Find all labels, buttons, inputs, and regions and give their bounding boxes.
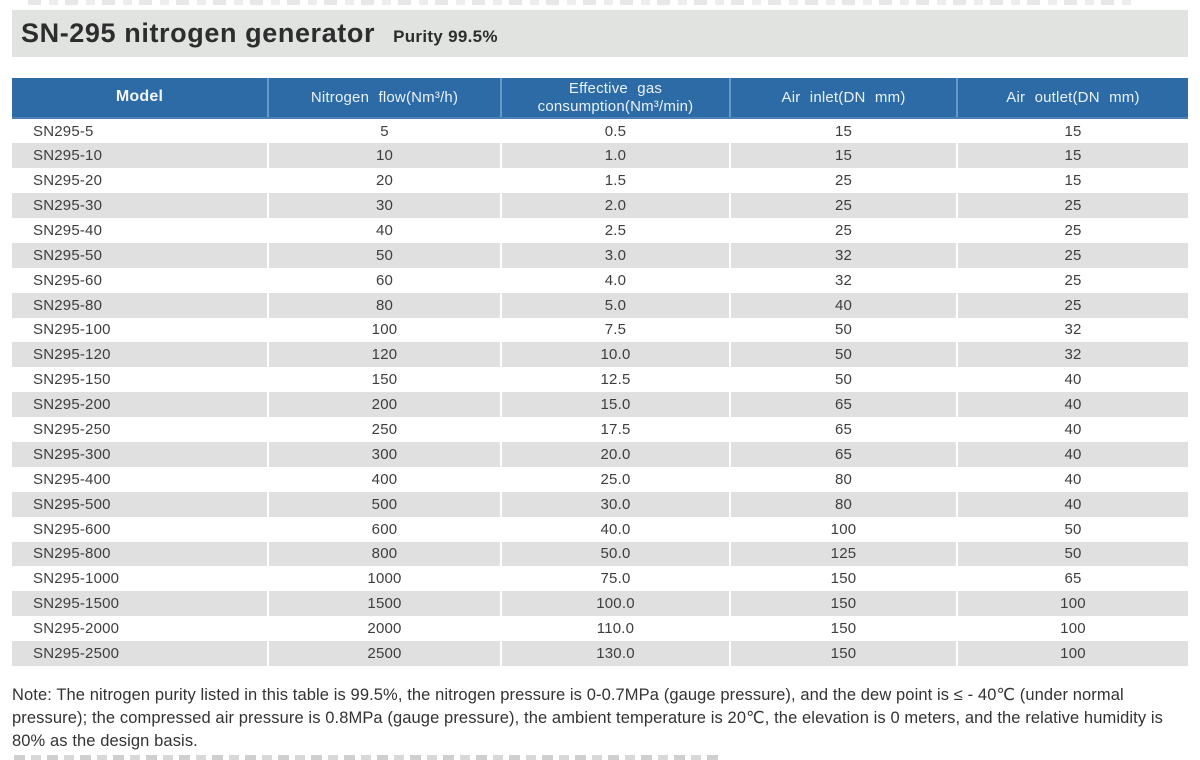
title-band <box>12 10 1188 57</box>
table-row <box>12 218 1188 243</box>
air-inlet-cell: 50 <box>730 342 957 367</box>
consumption-cell: 110.0 <box>501 616 730 641</box>
flow-cell: 400 <box>268 467 501 492</box>
model-cell: SN295-2500 <box>33 645 120 663</box>
consumption-cell: 2.0 <box>501 193 730 218</box>
consumption-cell: 15.0 <box>501 392 730 417</box>
flow-cell: 1000 <box>268 566 501 591</box>
model-cell: SN295-60 <box>33 271 103 289</box>
air-inlet-cell: 65 <box>730 417 957 442</box>
air-inlet-cell: 65 <box>730 392 957 417</box>
air-inlet-cell: 150 <box>730 641 957 666</box>
column-header-model: Model <box>12 78 268 118</box>
air-outlet-cell: 100 <box>957 616 1188 641</box>
model-cell: SN295-150 <box>33 371 111 389</box>
consumption-cell: 130.0 <box>501 641 730 666</box>
air-outlet-cell: 32 <box>957 342 1188 367</box>
header-row <box>12 78 1188 118</box>
air-outlet-cell: 15 <box>957 143 1188 168</box>
consumption-cell: 7.5 <box>501 318 730 343</box>
flow-cell: 1500 <box>268 591 501 616</box>
table-row <box>12 417 1188 442</box>
table-row <box>12 392 1188 417</box>
column-header-consumption: Effective gas consumption(Nm³/min) <box>501 78 730 118</box>
air-inlet-cell: 25 <box>730 193 957 218</box>
air-inlet-cell: 32 <box>730 243 957 268</box>
flow-cell: 50 <box>268 243 501 268</box>
flow-cell: 600 <box>268 517 501 542</box>
column-header-flow: Nitrogen flow(Nm³/h) <box>268 78 501 118</box>
consumption-cell: 12.5 <box>501 367 730 392</box>
model-cell: SN295-5 <box>33 122 94 140</box>
model-cell: SN295-2000 <box>33 620 120 638</box>
purity-label: Purity 99.5% <box>393 27 498 46</box>
consumption-cell: 1.5 <box>501 168 730 193</box>
flow-cell: 5 <box>268 118 501 143</box>
flow-cell: 200 <box>268 392 501 417</box>
model-cell: SN295-1500 <box>33 595 120 613</box>
flow-cell: 500 <box>268 492 501 517</box>
air-outlet-cell: 15 <box>957 118 1188 143</box>
flow-cell: 2000 <box>268 616 501 641</box>
consumption-cell: 17.5 <box>501 417 730 442</box>
consumption-cell: 3.0 <box>501 243 730 268</box>
air-inlet-cell: 150 <box>730 566 957 591</box>
model-cell: SN295-50 <box>33 246 103 264</box>
table-row <box>12 492 1188 517</box>
air-outlet-cell: 40 <box>957 367 1188 392</box>
table-row <box>12 641 1188 666</box>
table-row <box>12 342 1188 367</box>
model-cell: SN295-40 <box>33 221 103 239</box>
model-cell: SN295-20 <box>33 172 103 190</box>
air-inlet-cell: 25 <box>730 168 957 193</box>
table-row <box>12 243 1188 268</box>
spec-table-header <box>12 78 1188 118</box>
footnote: Note: The nitrogen purity listed in this table is 99.5%, the nitrogen pressure is 0-0.7MPa (gauge pressure), and the dew point is ≤ - 40℃ (under normal pressure); the compressed air pressure is 0.8MPa (gauge pressure), the ambient temperature is 20℃, the elevation is 0 meters, and the relative humidity is 80% as the design basis. <box>12 686 1163 751</box>
model-cell: SN295-120 <box>33 346 111 364</box>
column-header-air-outlet: Air outlet(DN mm) <box>957 78 1188 118</box>
air-outlet-cell: 25 <box>957 293 1188 318</box>
table-row <box>12 318 1188 343</box>
air-inlet-cell: 65 <box>730 442 957 467</box>
model-cell: SN295-80 <box>33 296 103 314</box>
air-inlet-cell: 80 <box>730 492 957 517</box>
model-cell: SN295-800 <box>33 545 111 563</box>
consumption-cell: 100.0 <box>501 591 730 616</box>
air-outlet-cell: 32 <box>957 318 1188 343</box>
air-outlet-cell: 100 <box>957 591 1188 616</box>
air-inlet-cell: 100 <box>730 517 957 542</box>
air-inlet-cell: 80 <box>730 467 957 492</box>
air-inlet-cell: 50 <box>730 367 957 392</box>
table-row <box>12 542 1188 567</box>
table-row <box>12 616 1188 641</box>
consumption-cell: 10.0 <box>501 342 730 367</box>
column-header-air-inlet: Air inlet(DN mm) <box>730 78 957 118</box>
spec-table <box>12 78 1188 666</box>
consumption-cell: 75.0 <box>501 566 730 591</box>
consumption-cell: 2.5 <box>501 218 730 243</box>
air-inlet-cell: 15 <box>730 143 957 168</box>
air-outlet-cell: 25 <box>957 193 1188 218</box>
table-row <box>12 143 1188 168</box>
model-cell: SN295-100 <box>33 321 111 339</box>
air-outlet-cell: 25 <box>957 268 1188 293</box>
model-cell: SN295-300 <box>33 445 111 463</box>
spec-table-body <box>12 118 1188 666</box>
air-outlet-cell: 50 <box>957 517 1188 542</box>
flow-cell: 120 <box>268 342 501 367</box>
air-outlet-cell: 25 <box>957 218 1188 243</box>
table-row <box>12 268 1188 293</box>
air-inlet-cell: 25 <box>730 218 957 243</box>
table-row <box>12 367 1188 392</box>
model-cell: SN295-200 <box>33 396 111 414</box>
model-cell: SN295-600 <box>33 520 111 538</box>
model-cell: SN295-400 <box>33 470 111 488</box>
flow-cell: 30 <box>268 193 501 218</box>
model-cell: SN295-1000 <box>33 570 120 588</box>
consumption-cell: 40.0 <box>501 517 730 542</box>
air-outlet-cell: 25 <box>957 243 1188 268</box>
model-cell: SN295-250 <box>33 421 111 438</box>
air-outlet-cell: 50 <box>957 542 1188 567</box>
air-outlet-cell: 15 <box>957 168 1188 193</box>
air-outlet-cell: 40 <box>957 392 1188 417</box>
consumption-cell: 20.0 <box>501 442 730 467</box>
table-row <box>12 591 1188 616</box>
air-inlet-cell: 40 <box>730 293 957 318</box>
consumption-cell: 25.0 <box>501 467 730 492</box>
air-inlet-cell: 150 <box>730 591 957 616</box>
flow-cell: 800 <box>268 542 501 567</box>
air-outlet-cell: 40 <box>957 442 1188 467</box>
consumption-cell: 30.0 <box>501 492 730 517</box>
air-inlet-cell: 150 <box>730 616 957 641</box>
flow-cell: 100 <box>268 318 501 343</box>
consumption-cell: 0.5 <box>501 118 730 143</box>
model-cell: SN295-500 <box>33 495 111 513</box>
flow-cell: 150 <box>268 367 501 392</box>
flow-cell: 10 <box>268 143 501 168</box>
cropped-text-remnant-bottom <box>14 755 719 760</box>
air-outlet-cell: 65 <box>957 566 1188 591</box>
flow-cell: 20 <box>268 168 501 193</box>
flow-cell: 60 <box>268 268 501 293</box>
air-outlet-cell: 40 <box>957 417 1188 442</box>
flow-cell: 40 <box>268 218 501 243</box>
air-outlet-cell: 100 <box>957 641 1188 666</box>
consumption-cell: 50.0 <box>501 542 730 567</box>
air-inlet-cell: 50 <box>730 318 957 343</box>
table-row <box>12 193 1188 218</box>
air-outlet-cell: 40 <box>957 492 1188 517</box>
flow-cell: 250 <box>268 417 501 442</box>
table-row <box>12 168 1188 193</box>
table-row <box>12 566 1188 591</box>
air-inlet-cell: 125 <box>730 542 957 567</box>
table-row <box>12 118 1188 143</box>
model-cell: SN295-30 <box>33 196 103 214</box>
table-row <box>12 293 1188 318</box>
page-title: SN-295 nitrogen generator <box>21 18 376 48</box>
air-outlet-cell: 40 <box>957 467 1188 492</box>
flow-cell: 300 <box>268 442 501 467</box>
air-inlet-cell: 15 <box>730 118 957 143</box>
consumption-cell: 1.0 <box>501 143 730 168</box>
flow-cell: 2500 <box>268 641 501 666</box>
consumption-cell: 5.0 <box>501 293 730 318</box>
table-row <box>12 442 1188 467</box>
flow-cell: 80 <box>268 293 501 318</box>
model-cell: SN295-10 <box>33 147 103 165</box>
consumption-cell: 4.0 <box>501 268 730 293</box>
cropped-text-remnant-top <box>28 0 1133 5</box>
table-row <box>12 467 1188 492</box>
air-inlet-cell: 32 <box>730 268 957 293</box>
table-row <box>12 517 1188 542</box>
